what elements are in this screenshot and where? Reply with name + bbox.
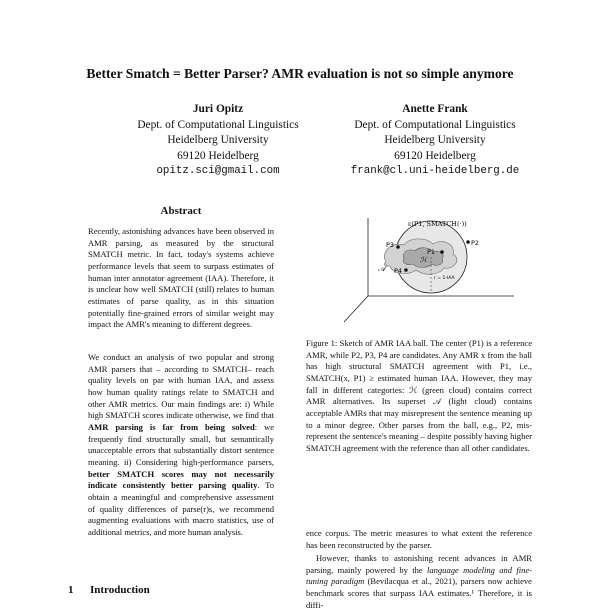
section-heading-introduction <box>68 584 150 596</box>
abstract-heading: Abstract <box>160 205 202 217</box>
label-p1: P1 <box>427 248 436 256</box>
figure-1-sketch <box>338 212 518 330</box>
ball-label: ε(P1, SMATCH(·)) <box>408 220 467 228</box>
point-p3 <box>396 245 400 249</box>
label-p4: P4 <box>394 267 403 275</box>
body-text: (Bevilacqua et al., 2021), parsers now achieve benchmark scores that surpass IAA estimates.¹ Therefore, it is diffi- <box>306 576 532 610</box>
right-column-paragraph-2 <box>306 553 532 611</box>
author-email: opitz.sci@gmail.com <box>156 165 280 177</box>
label-h: ℋ <box>420 256 427 264</box>
paper-title: Better Smatch = Better Parser? AMR evaluation is not so simple anymore <box>86 66 514 81</box>
abstract-text: : we frequently find structurally small, but semantically unacceptable errors that substantially distort sentence meaning. ii) Considering high-performance parsers, <box>88 421 274 467</box>
point-p4 <box>404 268 408 272</box>
author-university: Heidelberg University <box>167 134 269 146</box>
label-p2: P2 <box>471 239 480 247</box>
italic-phrase: language modeling and fine-tuning paradigm <box>306 564 532 587</box>
author-city: 69120 Heidelberg <box>177 149 259 162</box>
body-text: However, thanks to astonishing recent advances in AMR parsing, mainly powered by the <box>306 553 532 575</box>
author-dept: Dept. of Computational Linguistics <box>137 118 299 131</box>
author-name: Anette Frank <box>402 103 468 115</box>
author-dept: Dept. of Computational Linguistics <box>354 118 516 131</box>
point-p1 <box>440 250 444 254</box>
finding-2-bold: better SMATCH scores may not necessarily indicate consistently better parsing quality <box>88 468 274 491</box>
abstract-paragraph-2 <box>88 352 274 539</box>
abstract-paragraph-1: Recently, astonishing advances have been observed in AMR parsing, as measured by the structural SMATCH metric. In fact, today's systems achieve performance levels that seem to surpass estimates of human inter annotator agreement (IAA). Therefore, it is unclear how well SMATCH (still) relates to human estimates of parse quality, as in this situation potentially fine-grained errors of similar weight may impact the AMR's meaning to different degrees. <box>88 226 274 330</box>
author-email: frank@cl.uni-heidelberg.de <box>350 165 520 177</box>
author-city: 69120 Heidelberg <box>394 149 476 162</box>
label-a: 𝒜 <box>378 264 386 273</box>
label-p3: P3 <box>386 241 395 249</box>
author-university: Heidelberg University <box>384 134 486 146</box>
figure-1-caption: Figure 1: Sketch of AMR IAA ball. The center (P1) is a reference AMR, while P2, P3, P4 are candidates. Any AMR x from the ball has high structural SMATCH agreement with P1, i.e., SMATCH(x, P1) ≥ estimated human IAA. However, they may fall in different categories: ℋ (green cloud) contains correct AMR alternatives. Its superset 𝒜 (light cloud) contains acceptable AMRs that may misrepresent the sentence meaning up to a minor degree. Other parses from the ball, e.g., P2, mis-represent the sentence's meaning – despite possibly having higher SMATCH agreement with the reference than all other candidates. <box>306 338 532 453</box>
author-block-2 <box>305 102 565 180</box>
section-number: 1 <box>68 584 74 596</box>
section-title: Introduction <box>90 584 150 596</box>
label-radius: r = 1-IAA <box>434 276 455 281</box>
abstract-text: . To obtain a meaningful and comprehensive assessment of quality differences of parse(r)s, we recommend augmenting evaluations with macro statistics, use of additional metrics, and more human analysis. <box>88 480 274 537</box>
finding-1-bold: AMR parsing is far from being solved <box>88 421 255 432</box>
axis-diagonal <box>344 296 368 322</box>
abstract-text: We conduct an analysis of two popular and strong AMR parsers that – according to SMATCH– reach quality levels on par with human IAA, and assess how human quality ratings relate to SMATCH and other AMR metrics. Our main findings are: i) While high SMATCH scores indicate otherwise, we find that <box>88 352 274 421</box>
point-p2 <box>466 240 470 244</box>
author-name: Juri Opitz <box>192 103 244 115</box>
right-column-paragraph-1: ence corpus. The metric measures to what extent the reference has been reconstructed by the parser. <box>306 528 532 550</box>
